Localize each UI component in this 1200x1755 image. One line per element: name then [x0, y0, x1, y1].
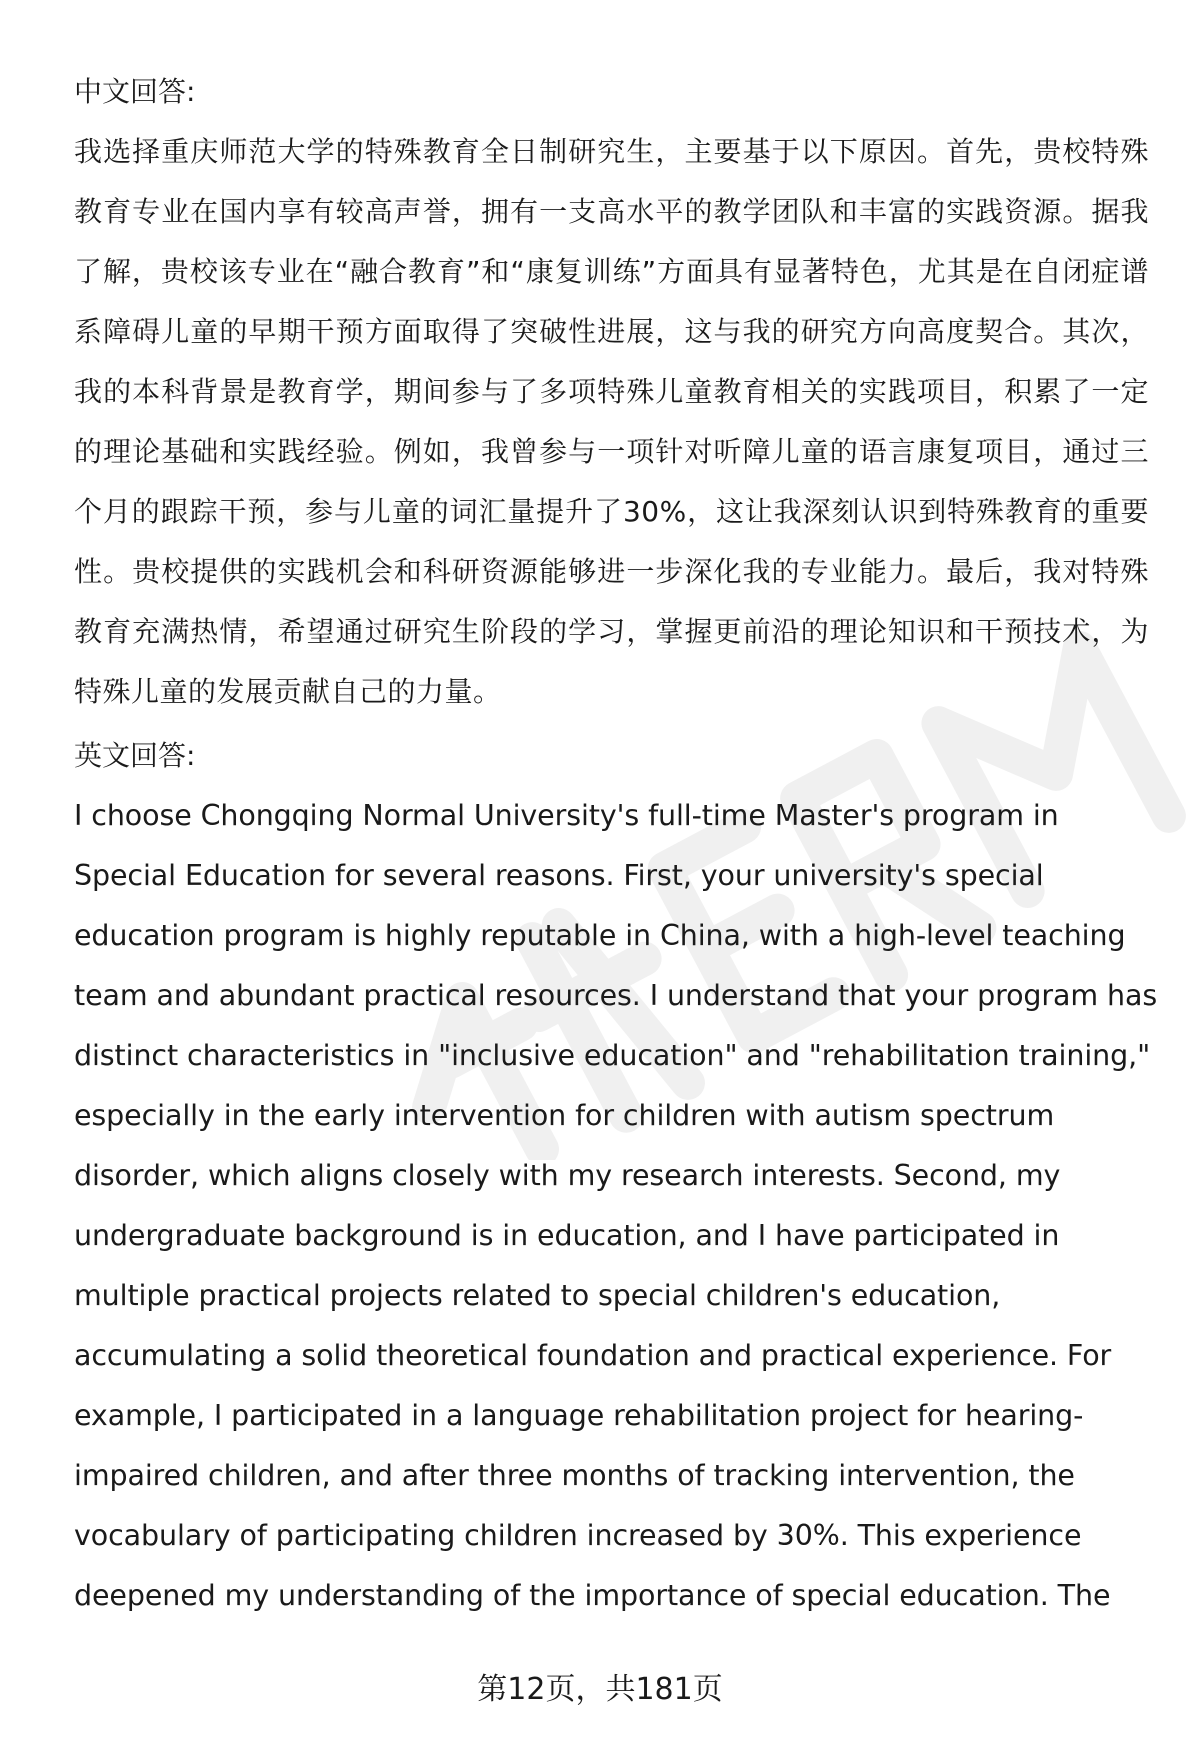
english-line: especially in the early intervention for children with autism spectrum — [74, 1099, 1055, 1132]
english-line: distinct characteristics in "inclusive education" and "rehabilitation training," — [74, 1039, 1151, 1072]
english-line: impaired children, and after three months of tracking intervention, the — [74, 1459, 1075, 1492]
english-line: multiple practical projects related to special children's education, — [74, 1279, 1001, 1312]
english-line: I choose Chongqing Normal University's full-time Master's program in — [74, 799, 1059, 832]
english-line: vocabulary of participating children increased by 30%. This experience — [74, 1519, 1082, 1552]
english-line: example, I participated in a language rehabilitation project for hearing- — [74, 1399, 1084, 1432]
english-answer-label: 英文回答: — [74, 739, 196, 772]
english-answer-text — [74, 786, 1158, 1626]
answer-content — [74, 62, 1158, 1626]
english-line: education program is highly reputable in China, with a high-level teaching — [74, 919, 1126, 952]
english-line: Special Education for several reasons. First, your university's special — [74, 859, 1044, 892]
english-line: deepened my understanding of the importance of special education. The — [74, 1579, 1111, 1612]
chinese-answer-label: 中文回答: — [74, 75, 196, 108]
english-line: disorder, which aligns closely with my research interests. Second, my — [74, 1159, 1061, 1192]
chinese-answer-text: 我选择重庆师范大学的特殊教育全日制研究生，主要基于以下原因。首先，贵校特殊教育专业在国内享有较高声誉，拥有一支高水平的教学团队和丰富的实践资源。据我了解，贵校该专业在“融合教育”和“康复训练”方面具有显著特色，尤其是在自闭症谱系障碍儿童的早期干预方面取得了突破性进展，这与我的研究方向高度契合。其次，我的本科背景是教育学，期间参与了多项特殊儿童教育相关的实践项目，积累了一定的理论基础和实践经验。例如，我曾参与一项针对听障儿童的语言康复项目，通过三个月的跟踪干预，参与儿童的词汇量提升了30%，这让我深刻认识到特殊教育的重要性。贵校提供的实践机会和科研资源能够进一步深化我的专业能力。最后，我对特殊教育充满热情，希望通过研究生阶段的学习，掌握更前沿的理论知识和干预技术，为特殊儿童的发展贡献自己的力量。 — [74, 135, 1149, 708]
english-line: team and abundant practical resources. I understand that your program has — [74, 979, 1158, 1012]
english-line: accumulating a solid theoretical foundation and practical experience. For — [74, 1339, 1112, 1372]
page-number-footer: 第12页，共181页 — [477, 1672, 723, 1707]
english-line: undergraduate background is in education, and I have participated in — [74, 1219, 1060, 1252]
